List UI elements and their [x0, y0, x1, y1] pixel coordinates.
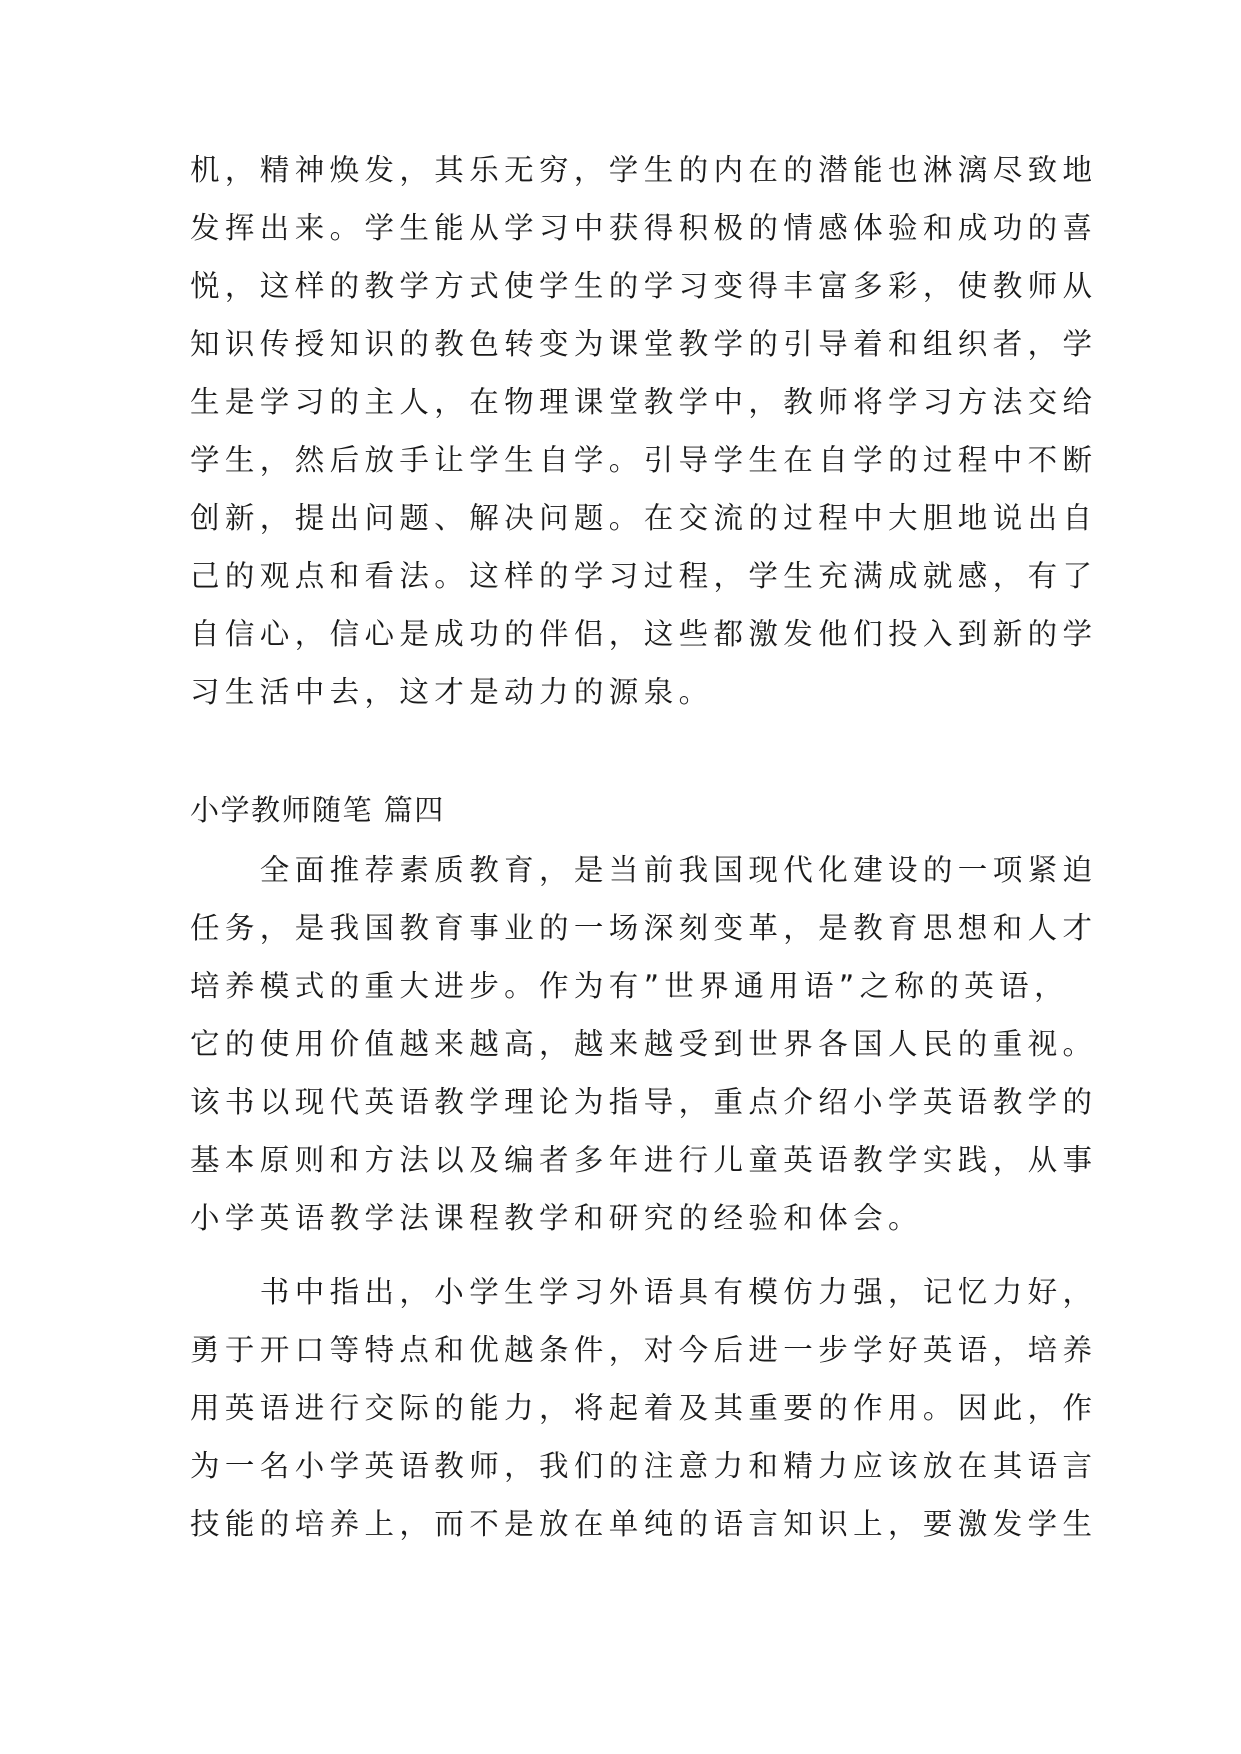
paragraph-line: 培养模式的重大进步。作为有”世界通用语”之称的英语， [190, 969, 1069, 1003]
paragraph-line: 创新，提出问题、解决问题。在交流的过程中大胆地说出自 [190, 501, 1098, 535]
paragraph-line: 生是学习的主人，在物理课堂教学中，教师将学习方法交给 [190, 385, 1098, 419]
paragraph-line: 书中指出，小学生学习外语具有模仿力强，记忆力好， [190, 1275, 1098, 1309]
paragraph-line: 勇于开口等特点和优越条件，对今后进一步学好英语，培养 [190, 1333, 1098, 1367]
paragraph-line: 该书以现代英语教学理论为指导，重点介绍小学英语教学的 [190, 1085, 1098, 1119]
paragraph-line: 发挥出来。学生能从学习中获得积极的情感体验和成功的喜 [190, 211, 1098, 245]
paragraph-line: 基本原则和方法以及编者多年进行儿童英语教学实践，从事 [190, 1143, 1098, 1177]
paragraph-line: 用英语进行交际的能力，将起着及其重要的作用。因此，作 [190, 1391, 1098, 1425]
paragraph-line: 知识传授知识的教色转变为课堂教学的引导着和组织者，学 [190, 327, 1098, 361]
paragraph-line: 己的观点和看法。这样的学习过程，学生充满成就感，有了 [190, 559, 1098, 593]
paragraph-line: 全面推荐素质教育，是当前我国现代化建设的一项紧迫 [190, 853, 1098, 887]
paragraph-line: 学生，然后放手让学生自学。引导学生在自学的过程中不断 [190, 443, 1098, 477]
paragraph-line: 为一名小学英语教师，我们的注意力和精力应该放在其语言 [190, 1449, 1098, 1483]
paragraph-line: 自信心，信心是成功的伴侣，这些都激发他们投入到新的学 [190, 617, 1098, 651]
section-heading: 小学教师随笔 篇四 [190, 793, 445, 827]
paragraph-line: 任务，是我国教育事业的一场深刻变革，是教育思想和人才 [190, 911, 1098, 945]
paragraph-line: 小学英语教学法课程教学和研究的经验和体会。 [190, 1201, 923, 1235]
paragraph-line: 技能的培养上，而不是放在单纯的语言知识上，要激发学生 [190, 1507, 1098, 1541]
paragraph-line: 悦，这样的教学方式使学生的学习变得丰富多彩，使教师从 [190, 269, 1098, 303]
paragraph-line: 习生活中去，这才是动力的源泉。 [190, 675, 714, 709]
paragraph-line: 它的使用价值越来越高，越来越受到世界各国人民的重视。 [190, 1027, 1098, 1061]
paragraph-line: 机，精神焕发，其乐无穷，学生的内在的潜能也淋漓尽致地 [190, 153, 1098, 187]
